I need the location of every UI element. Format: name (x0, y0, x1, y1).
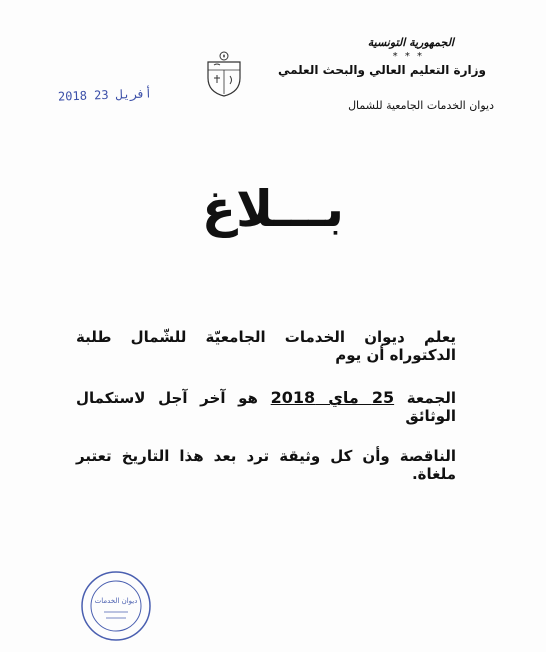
notice-title: بـــلاغ (201, 180, 345, 238)
header-republic: الجمهورية التونسية (367, 36, 454, 49)
coat-of-arms-icon (202, 50, 246, 98)
header-office: ديوان الخدمات الجامعية للشمال (348, 99, 494, 112)
deadline-date: 25 ماي 2018 (270, 388, 395, 407)
received-date-stamp: 2018 أفريل 23 (57, 86, 153, 104)
notice-line-2-suffix: هو آخر آجل لاستكمال الوثائق (76, 389, 456, 425)
notice-line-1: يعلم ديوان الخدمات الجامعيّة للشّمال طلبة الدكتوراه أن يوم (76, 328, 456, 364)
header-stars: * * * (392, 51, 424, 62)
header-ministry: وزارة التعليم العالي والبحث العلمي (277, 63, 486, 77)
notice-line-2-prefix: الجمعة (394, 389, 456, 407)
notice-line-2 (76, 388, 456, 425)
seal-text: ديوان الخدمات (94, 597, 138, 605)
official-seal (80, 570, 152, 642)
notice-line-3: الناقصة وأن كل وثيقة ترد بعد هذا التاريخ تعتبر ملغاة. (76, 447, 456, 483)
